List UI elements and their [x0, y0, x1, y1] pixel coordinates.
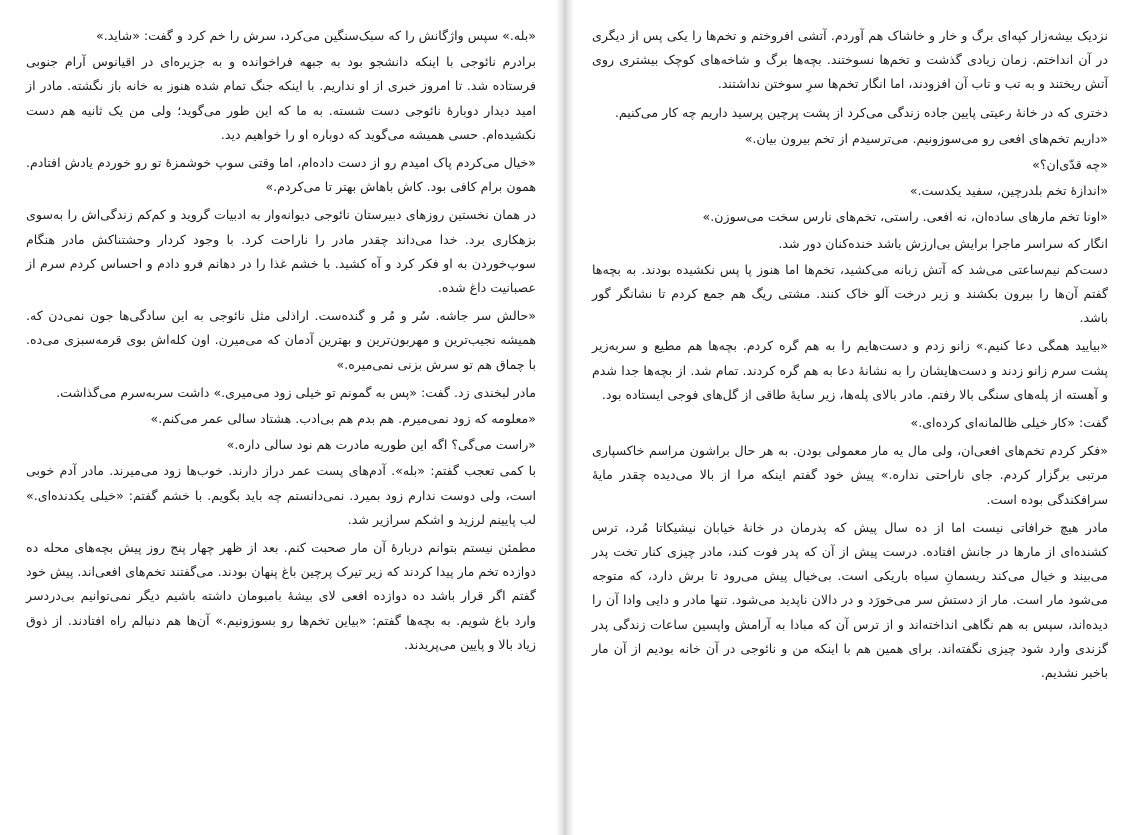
left-page-text — [26, 24, 536, 659]
paragraph: مادر هیچ خرافاتی نیست اما از ده سال پیش که پدرمان در خانهٔ خیابان نیشیکاتا مُرد، ترس کشنده‌ای از مارها در جانش افتاده. درست پیش از آن که پدر فوت کند، مادر چیزی کنار تخت پدر می‌بیند و خیال می‌کند ریسمانِ سیاه باریکی است. بی‌خیال پیش می‌رود تا برش دارد، که متوجه می‌شود مار است. مار از دستش سر می‌خورَد و در دالان ناپدید می‌شود. تنها مادر و دایی وادا آن را دیده‌اند، سپس به هم نگاهی انداخته‌اند و از ترس آن که مبادا به آرامش واپسین ساعات زندگی پدر گزندی وارد شود چیزی نگفته‌اند. برای همین هم با اینکه من و نائوجی در آن خانه بودیم از آن مار باخبر نشدیم. — [592, 519, 1108, 681]
book-gutter — [556, 0, 574, 835]
paragraph: «معلومه که زود نمی‌میرم. هم بدم هم بی‌ادب. هشتاد سالی عمر می‌کنم.» — [150, 411, 536, 427]
paragraph: برادرم نائوجی با اینکه دانشجو بود به جبهه فراخوانده و به جزیره‌ای در اقیانوس آرام جنوبی فرستاده شد. تا امروز خبری از او نداریم. با اینکه جنگ تمام شده هنوز به خانه باز نگشته. مادر از امید دیدار دوبارهٔ نائوجی دست شسته. به ما که این طور می‌گوید؛ ولی من یک ثانیه هم دست نکشیده‌ام. حسی همیشه می‌گوید که دوباره او را خواهیم دید. — [26, 54, 536, 142]
right-page-text — [592, 24, 1108, 687]
left-page — [0, 0, 556, 835]
paragraph: مادر لبخندی زد. گفت: «پس به گمونم تو خیلی زود می‌میری.» داشت سربه‌سرم می‌گذاشت. — [56, 384, 536, 400]
paragraph: گفت: «کار خیلی ظالمانه‌ای کرده‌ای.» — [910, 415, 1108, 431]
paragraph: «فکر کردم تخم‌های افعی‌ان، ولی مال یه مار معمولی بودن. به هر حال براشون مراسم خاکسپاری مرتبی برگزار کردم. جای ناراحتی نداره.» پیش خود گفتم اینکه مرا از بالا می‌دیده چقدر مایهٔ سرافکندگی بوده است. — [592, 443, 1108, 507]
paragraph: «بیایید همگی دعا کنیم.» زانو زدم و دست‌هایم را به هم گره کردم. بچه‌ها هم مطیع و سربه‌زیر پشت سرم زانو زدند و دست‌هایشان را به نشانهٔ دعا به هم گره کردند. تمام شد. از بچه‌ها جدا شدم و آهسته از پله‌های سنگی بالا رفتم. مادر بالای پله‌ها، زیر سایهٔ طاقی از گل‌های فوجی ایستاده بود. — [592, 338, 1108, 402]
paragraph: انگار که سراسر ماجرا برایش بی‌ارزش باشد خنده‌کنان دور شد. — [778, 235, 1108, 251]
paragraph: نزدیک بیشه‌زار کپه‌ای برگ و خار و خاشاک هم آوردم. آتشی افروختم و تخم‌ها را یکی پس از دیگری در آن انداختم. زمان زیادی گذشت و تخم‌ها نسوختند. بچه‌ها برگ و شاخه‌های کوچک بیشتری روی آتش ریختند و به تب و تاب آن افزودند، اما انگار تخم‌ها سرِ سوختن نداشتند. — [592, 28, 1108, 92]
paragraph: در همان نخستین روزهای دبیرستان نائوجی دیوانه‌وار به ادبیات گروید و کم‌کم زندگی‌اش را به‌سوی بزهکاری برد. خدا می‌داند چقدر مادر را ناراحت کرد. با وجود کردار وحشتناکش مادر هنگام سوپ‌خوردن به او فکر کرد و آه کشید. با خشم غذا را در دهانم فرو دادم و احساس کردم سرم از عصبانیت داغ شده. — [26, 207, 536, 296]
paragraph: «خیال می‌کردم پاک امیدم رو از دست داده‌ام، اما وقتی سوپ خوشمزهٔ تو رو خوردم یادش افتادم. همون برام کافی بود. کاش باهاش بهتر تا می‌کردم.» — [26, 155, 536, 195]
paragraph: «اونا تخم مارهای ساده‌ان، نه افعی. راستی، تخم‌های نارس سخت می‌سوزن.» — [702, 209, 1108, 225]
paragraph: «راست می‌گی؟ اگه این طوریه مادرت هم نود سالی داره.» — [226, 437, 536, 453]
paragraph: «چه قدّی‌ان؟» — [1032, 157, 1108, 173]
paragraph: با کمی تعجب گفتم: «بله». آدم‌های پست عمر دراز دارند. خوب‌ها زود می‌میرند. مادر آدم خوبی است، ولی دوست ندارم زود بمیرد. نمی‌دانستم چه باید بگویم. با خشم گفتم: «خیلی یکدنده‌ای.» لب پایینم لرزید و اشکم سرازیر شد. — [26, 463, 536, 527]
paragraph: دست‌کم نیم‌ساعتی می‌شد که آتش زبانه می‌کشید، تخم‌ها اما هنوز پا پس نکشیده بودند. به بچه‌ها گفتم آن‌ها را بیرون بکشند و زیر درخت آلو خاک کنند. مشتی ریگ هم جمع کردم تا نشانگر گور باشد. — [592, 261, 1108, 326]
paragraph: «بله.» سپس واژگانش را که سبک‌سنگین می‌کرد، سرش را خم کرد و گفت: «شاید.» — [95, 28, 536, 43]
right-page — [574, 0, 1125, 835]
paragraph: دختری که در خانهٔ رعیتی پایین جاده زندگی می‌کرد از پشت پرچین پرسید داریم چه کار می‌کنیم. — [614, 104, 1108, 120]
paragraph: «اندازهٔ تخم بلدرچین، سفید یکدست.» — [909, 183, 1108, 199]
paragraph: مطمئن نیستم بتوانم دربارهٔ آن مار صحبت کنم. بعد از ظهر چهار پنج روز پیش بچه‌های محله ده دوازده تخم مار پیدا کردند که زیر تیرک پرچین باغ پنهان بودند. می‌گفتند تخم‌های افعی‌اند. پیش خود گفتم اگر قرار باشد ده دوازده افعی لای بیشهٔ بامبومان داشته باشیم دیگر نمی‌توانیم بی‌دردسر وارد باغ شویم. به بچه‌ها گفتم: «بیاین تخم‌ها رو بسوزونیم.» آن‌ها هم دنبالم راه افتادند. از ذوق زیاد بالا و پایین می‌پریدند. — [26, 540, 536, 652]
paragraph: «حالش سر جاشه. سُر و مُر و گنده‌ست. اراذلی مثل نائوجی به این سادگی‌ها جون نمی‌دن که. همیشه نجیب‌ترین و مهربون‌ترین و بهترین آدمان که می‌میرن. اون کله‌اش بوی قرمه‌سبزی می‌ده. با چماق هم تو سرش بزنی نمی‌میره.» — [26, 308, 536, 372]
paragraph: «داریم تخم‌های افعی رو می‌سوزونیم. می‌ترسیدم از تخم بیرون بیان.» — [744, 130, 1108, 146]
